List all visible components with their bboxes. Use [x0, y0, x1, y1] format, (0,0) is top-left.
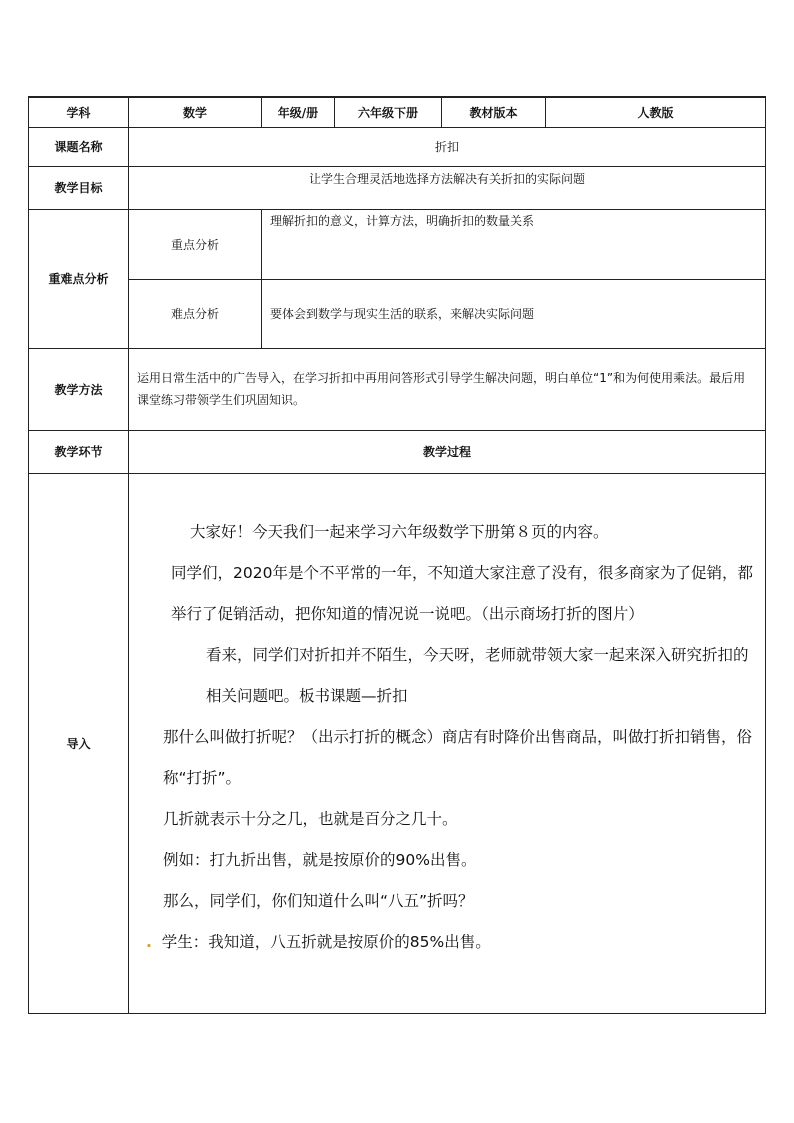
topic-row [29, 127, 766, 166]
subject-label: 学科 [29, 97, 129, 127]
intro-row [29, 473, 766, 1013]
hard-point-row [29, 279, 766, 348]
stage-header-label: 教学环节 [29, 430, 129, 473]
process-header-row [29, 430, 766, 473]
intro-paragraph: 同学们，2020年是个不平常的一年，不知道大家注意了没有，很多商家为了促销，都举行了促销活动，把你知道的情况说一说吧。（出示商场打折的图片） [171, 563, 753, 623]
difficulty-label: 重难点分析 [29, 209, 129, 348]
goal-value: 让学生合理灵活地选择方法解决有关折扣的实际问题 [129, 166, 766, 209]
intro-label: 导入 [29, 473, 129, 1013]
grade-label: 年级/册 [262, 97, 335, 127]
grade-value: 六年级下册 [335, 97, 442, 127]
subject-value: 数学 [129, 97, 262, 127]
stray-dot-mark: . [146, 932, 152, 951]
intro-paragraph-last [138, 922, 757, 963]
method-label: 教学方法 [29, 348, 129, 430]
edition-label: 教材版本 [442, 97, 546, 127]
hard-point-value: 要体会到数学与现实生活的联系，来解决实际问题 [262, 279, 766, 348]
edition-value: 人教版 [546, 97, 766, 127]
key-point-row [29, 209, 766, 279]
header-row [29, 97, 766, 127]
topic-label: 课题名称 [29, 127, 129, 166]
topic-value: 折扣 [129, 127, 766, 166]
method-row [29, 348, 766, 430]
process-header-label: 教学过程 [129, 430, 766, 473]
intro-paragraph: 例如：打九折出售，就是按原价的90%出售。 [163, 850, 477, 869]
key-point-label: 重点分析 [129, 209, 262, 279]
intro-paragraph: 学生：我知道，八五折就是按原价的85%出售。 [161, 932, 491, 951]
lesson-plan-table [28, 96, 766, 1014]
intro-paragraph: 那什么叫做打折呢？（出示打折的概念）商店有时降价出售商品，叫做打折扣销售，俗称“打折”。 [163, 727, 753, 787]
intro-paragraph: 看来，同学们对折扣并不陌生，今天呀，老师就带领大家一起来深入研究折扣的相关问题吧。板书课题—折扣 [206, 645, 749, 705]
hard-point-label: 难点分析 [129, 279, 262, 348]
intro-paragraph: 大家好！今天我们一起来学习六年级数学下册第８页的内容。 [190, 522, 609, 541]
key-point-value: 理解折扣的意义，计算方法，明确折扣的数量关系 [262, 209, 766, 279]
method-value: 运用日常生活中的广告导入，在学习折扣中再用问答形式引导学生解决问题，明白单位“1”和为何使用乘法。最后用课堂练习带领学生们巩固知识。 [129, 348, 766, 430]
intro-paragraph: 那么，同学们，你们知道什么叫“八五”折吗？ [163, 891, 474, 910]
goal-label: 教学目标 [29, 166, 129, 209]
intro-content [129, 473, 766, 1013]
intro-paragraph: 几折就表示十分之几，也就是百分之几十。 [163, 809, 458, 828]
goal-row [29, 166, 766, 209]
lesson-plan [28, 96, 765, 1014]
